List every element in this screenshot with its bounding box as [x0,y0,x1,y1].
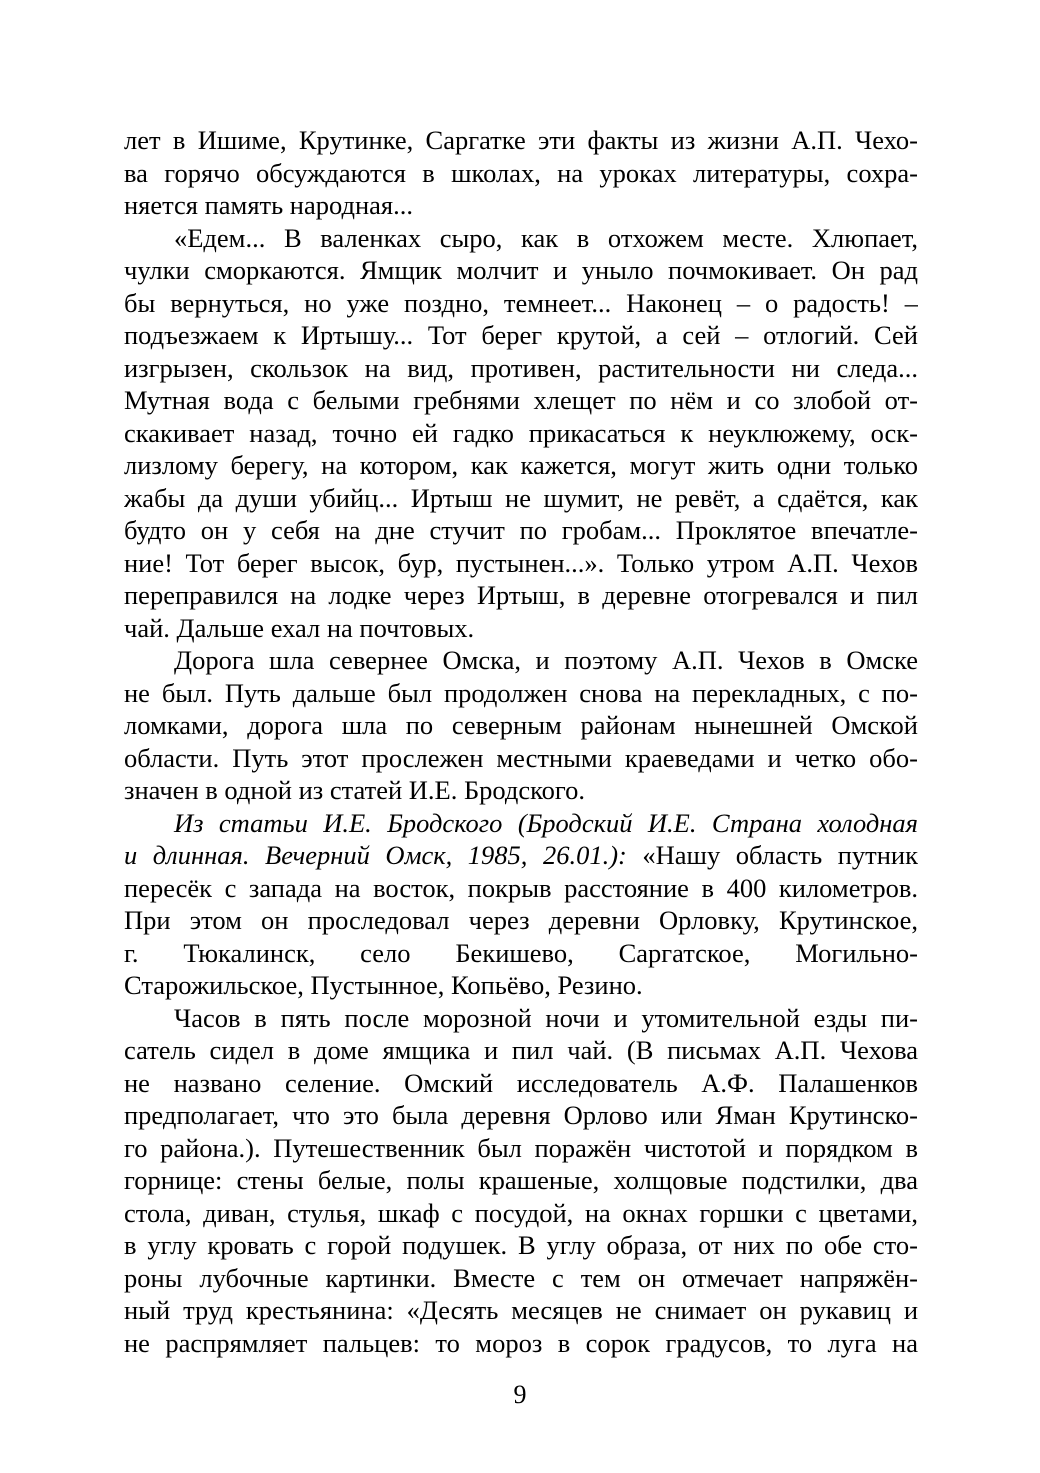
text-line: области. Путь этот прослежен местными краеведами и четко обо- [124,742,918,773]
text-line: ный труд крестьянина: «Десять месяцев не снимает он рукавиц и [124,1295,918,1325]
text-line: Мутная вода с белыми гребнями хлещет по нём и со злобой от- [124,385,918,415]
text-line: в углу кровать с горой подушек. В углу образа, от них по обе сто- [124,1230,918,1260]
text-line: значен в одной из статей И.Е. Бродского. [124,775,586,805]
page-body [124,124,918,1359]
text-line: «Едем... В валенках сыро, как в отхожем месте. Хлюпает, [174,222,918,253]
citation-source: и длинная. Вечерний Омск, 1985, 26.01.): [124,840,627,870]
text-line: чулки сморкаются. Ямщик молчит и уныло почмокивает. Он рад [124,255,918,285]
text-line: бы вернуться, но уже поздно, темнеет... Наконец – о радость! – [124,287,918,318]
text-line: переправился на лодке через Иртыш, в деревне отогревался и пил [124,580,918,610]
text-line: стола, диван, стулья, шкаф с посудой, на окнах горшки с цветами, [124,1197,918,1228]
text-line: ние! Тот берег высок, бур, пустынен...». Только утром А.П. Чехов [124,547,918,578]
text-line: няется память народная... [124,190,413,220]
text-line: роны лубочные картинки. Вместе с тем он отмечает напряжён- [124,1262,918,1293]
text-line: скакивает назад, точно ей гадко прикасаться к неуклюжему, оск- [124,417,918,448]
text-line: будто он у себя на дне стучит по гробам... Проклятое впечатле- [124,515,918,545]
text-line: Дорога шла севернее Омска, и поэтому А.П. Чехов в Омске [174,645,918,675]
text-line: Часов в пять после морозной ночи и утомительной езды пи- [174,1002,918,1033]
text-line: пересёк с запада на восток, покрыв расстояние в 400 километров. [124,872,918,903]
text-line: лизлому берегу, на котором, как кажется, могут жить одни только [124,450,918,480]
quote-start: «Нашу область путник [626,840,918,870]
text-line: предполагает, что это была деревня Орлово или Яман Крутинско- [124,1100,918,1130]
text-line: изгрызен, скользок на вид, противен, растительности ни следа... [124,352,918,383]
text-line: Старожильское, Пустынное, Копьёво, Резино. [124,970,643,1000]
text-line: жабы да души убийц... Иртыш не шумит, не ревёт, а сдаётся, как [124,482,918,513]
text-line: лет в Ишиме, Крутинке, Саргатке эти факты из жизни А.П. Чехо- [124,125,918,155]
text-line: подъезжаем к Иртышу... Тот берег крутой, а сей – отлогий. Сей [124,320,918,350]
text-line: При этом он проследовал через деревни Орловку, Крутинское, [124,905,918,935]
paragraph-1 [124,124,918,222]
paragraph-3 [124,644,918,807]
citation-line: Из статьи И.Е. Бродского (Бродский И.Е. Страна холодная [174,807,918,838]
text-line: ломками, дорога шла по северным районам нынешней Омской [124,710,918,740]
page-number: 9 [513,1380,527,1409]
text-line: не был. Путь дальше был продолжен снова на перекладных, с по- [124,677,918,708]
text-line: сатель сидел в доме ямщика и пил чай. (В письмах А.П. Чехова [124,1035,918,1065]
paragraph-5 [124,1002,918,1360]
paragraph-2 [124,222,918,645]
text-line: горнице: стены белые, полы крашеные, холщовые подстилки, два [124,1165,918,1195]
paragraph-4 [124,807,918,1002]
text-line: г. Тюкалинск, село Бекишево, Саргатское, Могильно- [124,937,918,968]
text-line: не названо селение. Омский исследователь А.Ф. Палашенков [124,1067,918,1098]
text-line: чай. Дальше ехал на почтовых. [124,612,475,643]
text-line: го района.). Путешественник был поражён чистотой и порядком в [124,1132,918,1163]
text-line: не распрямляет пальцев: то мороз в сорок градусов, то луга на [124,1327,918,1358]
text-line: ва горячо обсуждаются в школах, на уроках литературы, сохра- [124,157,918,188]
text-line [124,839,918,872]
